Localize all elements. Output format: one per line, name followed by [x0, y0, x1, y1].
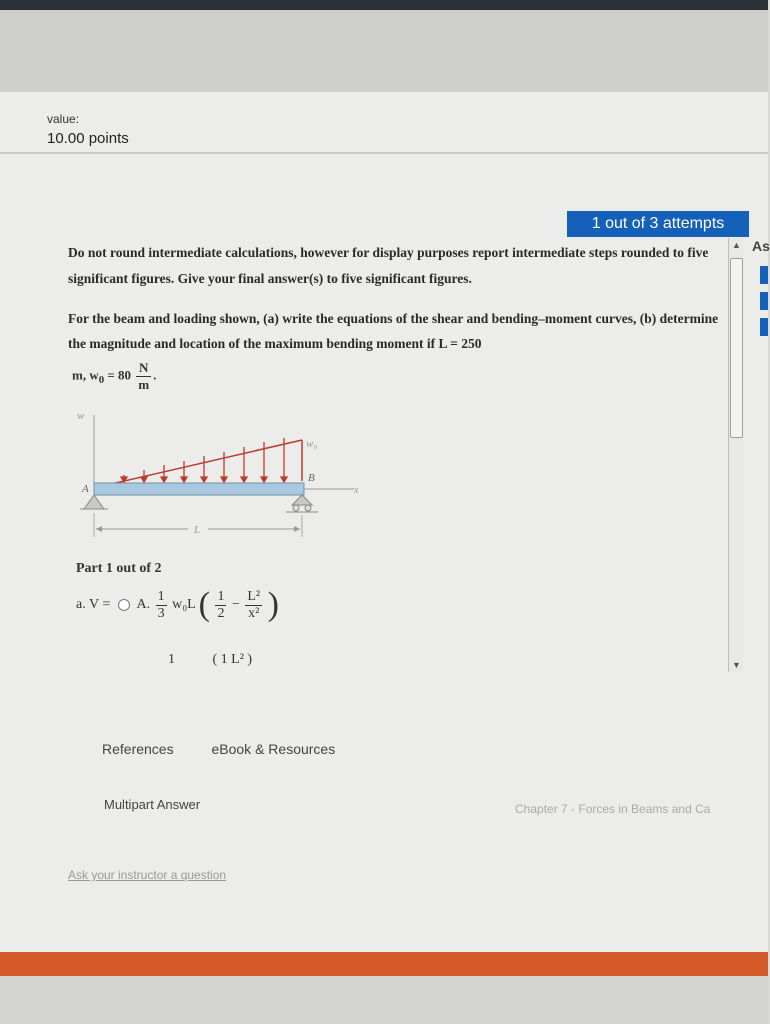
given-eq: = 80 — [104, 367, 132, 383]
footer-bar — [0, 952, 768, 976]
side-panel-label[interactable]: As — [752, 238, 770, 254]
answer-option-b-partial — [168, 652, 252, 668]
scroll-thumb[interactable] — [730, 258, 743, 438]
option-a-radio[interactable] — [118, 599, 130, 611]
scroll-up-icon[interactable]: ▲ — [732, 240, 741, 250]
inner-fraction — [215, 589, 226, 622]
coef-fraction — [156, 589, 167, 622]
references-link[interactable]: References — [102, 741, 174, 757]
part-label: Part 1 out of 2 — [76, 561, 162, 576]
top-bar — [0, 0, 768, 10]
ask-instructor-link[interactable]: Ask your instructor a question — [68, 868, 227, 882]
length-label: L — [194, 524, 201, 536]
coef-den: 3 — [157, 605, 165, 621]
side-tab-1[interactable] — [760, 266, 768, 284]
multipart-label: Multipart Answer — [104, 797, 201, 812]
x2-den: x² — [248, 605, 260, 621]
value-label: value: — [47, 112, 80, 126]
x-axis-label: x — [354, 485, 359, 496]
beam-figure — [74, 405, 364, 545]
l2-fraction — [245, 589, 262, 622]
unit-fraction — [136, 360, 151, 393]
l2-num: L² — [247, 588, 261, 604]
answer-option-a[interactable]: a. V = A. $\frac{1}{3}$ w₀L ( $\frac{1}{2}$ − $\frac{\text{L²}}{\text{x²}}$ ) — [76, 586, 279, 623]
option-b-one: 1 — [168, 652, 175, 667]
unit-num: N — [136, 360, 151, 377]
roller-support — [292, 495, 312, 505]
w0-label: w₀ — [306, 438, 318, 450]
answer-prefix: a. V = — [76, 597, 111, 613]
option-a-label: A. — [136, 597, 151, 613]
side-tab-2[interactable] — [760, 292, 768, 310]
given-load: m, $w_0 = 80$ $\frac{N}{m}$ . — [72, 360, 157, 392]
pin-support — [84, 495, 104, 509]
inner-num: 1 — [217, 588, 225, 604]
attempts-badge: 1 out of 3 attempts — [567, 211, 749, 237]
ebook-link[interactable]: eBook & Resources — [211, 741, 336, 757]
divider — [0, 152, 768, 154]
problem-statement: For the beam and loading shown, (a) write the equations of the shear and bending–moment curves, (b) determine the magnitude and location of the maximum bending moment if L = 250 — [68, 311, 719, 351]
unit-den: m — [138, 377, 150, 392]
point-b-label: B — [308, 472, 315, 484]
coef-num: 1 — [157, 588, 165, 604]
beam — [94, 483, 304, 495]
given-prefix: m, w — [72, 367, 99, 383]
option-b-paren: ( 1 L² ) — [212, 652, 253, 667]
resource-links — [102, 741, 369, 757]
chapter-label: Chapter 7 - Forces in Beams and Ca — [515, 802, 711, 816]
w-axis-label: w — [77, 410, 85, 422]
scroll-down-icon[interactable]: ▼ — [732, 660, 741, 670]
given-sub: 0 — [98, 374, 105, 387]
inner-den: 2 — [217, 605, 225, 621]
header-strip — [0, 10, 768, 92]
point-a-label: A — [82, 483, 89, 495]
w0L-term: w₀L — [172, 597, 196, 613]
instructions-text: Do not round intermediate calculations, however for display purposes report intermediate steps rounded to five significant figures. Give your final answer(s) to five significant figures. — [68, 245, 709, 286]
side-tab-3[interactable] — [760, 318, 768, 336]
points-value: 10.00 points — [47, 130, 129, 147]
bottom-area — [0, 976, 768, 1024]
